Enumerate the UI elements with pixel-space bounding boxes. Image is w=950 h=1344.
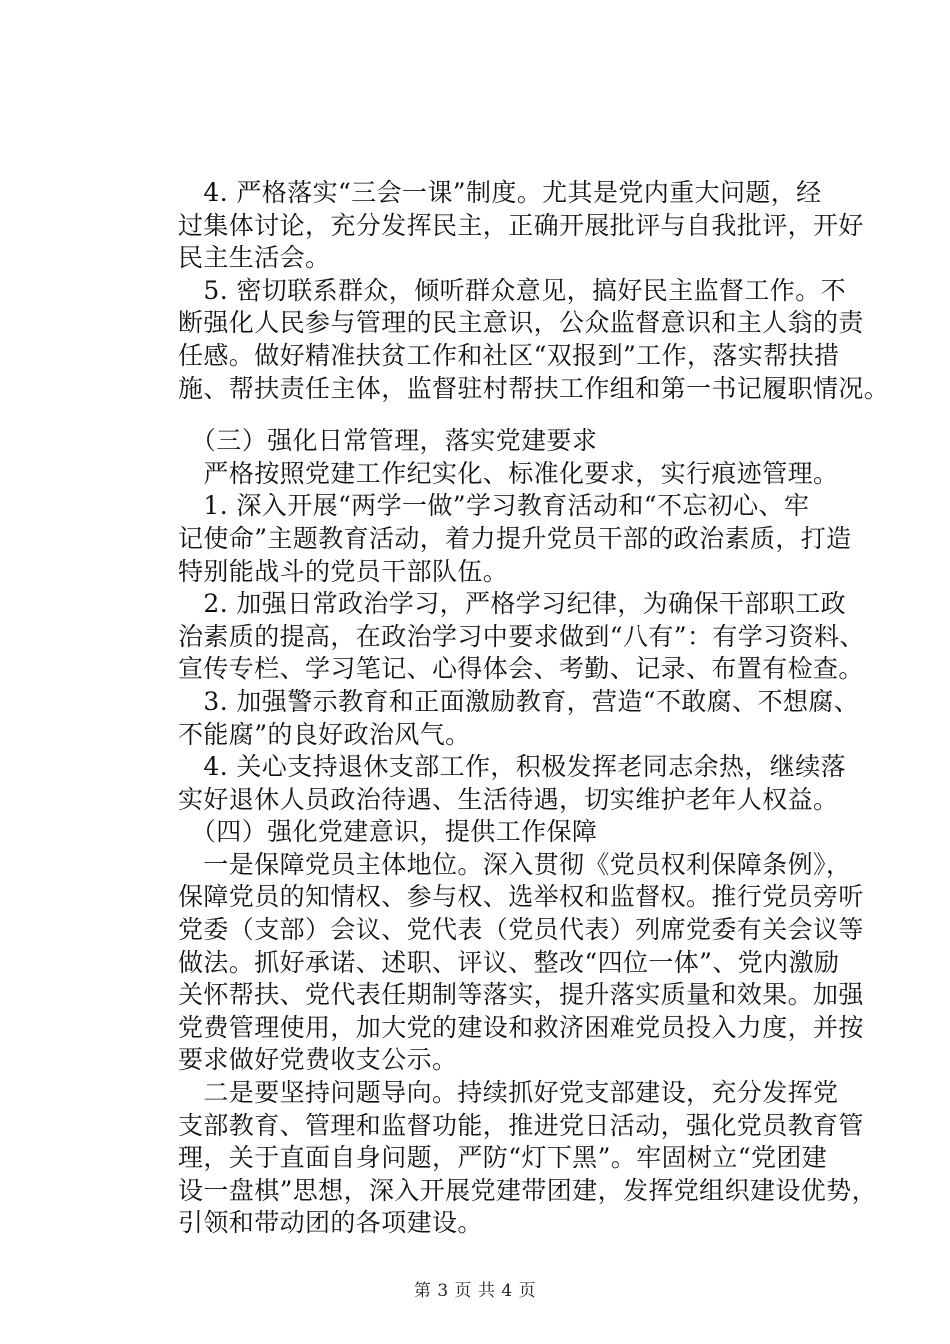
- text-line: 二是要坚持问题导向。持续抓好党支部建设，充分发挥党: [178, 1078, 839, 1108]
- text-line: 要求做好党费收支公示。: [178, 1045, 458, 1075]
- text-line: 实好退休人员政治待遇、生活待遇，切实维护老年人权益。: [178, 784, 839, 814]
- text-line: 保障党员的知情权、参与权、选举权和监督权。推行党员旁听: [178, 882, 864, 912]
- document-body: [178, 177, 890, 1240]
- text-line: 党费管理使用，加大党的建设和救济困难党员投入力度，并按: [178, 1012, 864, 1042]
- text-line: 任感。做好精准扶贫工作和社区“双报到”工作，落实帮扶措: [178, 340, 840, 370]
- text-line: 设一盘棋”思想，深入开展党建带团建，发挥党组织建设优势，: [178, 1175, 877, 1205]
- text-line: 5. 密切联系群众，倾听群众意见，搞好民主监督工作。不: [178, 275, 847, 305]
- text-line: 一是保障党员主体地位。深入贯彻《党员权利保障条例》，: [178, 849, 852, 879]
- text-line: 理，关于直面自身问题，严防“灯下黑”。牢固树立“党团建: [178, 1143, 828, 1173]
- text-line: 断强化人民参与管理的民主意识，公众监督意识和主人翁的责: [178, 308, 864, 338]
- text-line: 4. 严格落实“三会一课”制度。尤其是党内重大问题，经: [178, 178, 822, 207]
- text-line: 做法。抓好承诺、述职、评议、整改“四位一体”、党内激励: [178, 947, 840, 977]
- text-line: 治素质的提高，在政治学习中要求做到“八有”：有学习资料、: [178, 621, 865, 651]
- text-line: 记使命”主题教育活动，着力提升党员干部的政治素质，打造: [178, 523, 852, 553]
- text-line: 关怀帮扶、党代表任期制等落实，提升落实质量和效果。加强: [178, 980, 864, 1010]
- text-line: 施、帮扶责任主体，监督驻村帮扶工作组和第一书记履职情况。: [178, 373, 890, 403]
- text-line: 民主生活会。: [178, 243, 331, 273]
- text-line: 支部教育、管理和监督功能，推进党日活动，强化党员教育管: [178, 1110, 864, 1140]
- text-line: 严格按照党建工作纪实化、标准化要求，实行痕迹管理。: [178, 458, 839, 488]
- text-line: 党委（支部）会议、党代表（党员代表）列席党委有关会议等: [178, 915, 864, 945]
- text-line: 3. 加强警示教育和正面激励教育，营造“不敢腐、不想腐、: [178, 686, 860, 716]
- text-line: 4. 关心支持退休支部工作，积极发挥老同志余热，继续落: [178, 752, 847, 782]
- text-line: 2. 加强日常政治学习，严格学习纪律，为确保干部职工政: [178, 589, 847, 619]
- section-heading: （四）强化党建意识，提供工作保障: [178, 817, 598, 847]
- paragraph-gap: [178, 405, 838, 425]
- page-footer: 第 3 页 共 4 页: [413, 1281, 537, 1301]
- text-line: 特别能战斗的党员干部队伍。: [178, 556, 509, 586]
- section-heading: （三）强化日常管理，落实党建要求: [178, 426, 598, 456]
- text-line: 过集体讨论，充分发挥民主，正确开展批评与自我批评，开好: [178, 210, 864, 240]
- text-line: 不能腐”的良好政治风气。: [178, 719, 471, 749]
- text-line: 宣传专栏、学习笔记、心得体会、考勤、记录、布置有检查。: [178, 654, 864, 684]
- text-line: 1. 深入开展“两学一做”学习教育活动和“不忘初心、牢: [178, 491, 810, 521]
- text-line: 引领和带动团的各项建设。: [178, 1208, 483, 1238]
